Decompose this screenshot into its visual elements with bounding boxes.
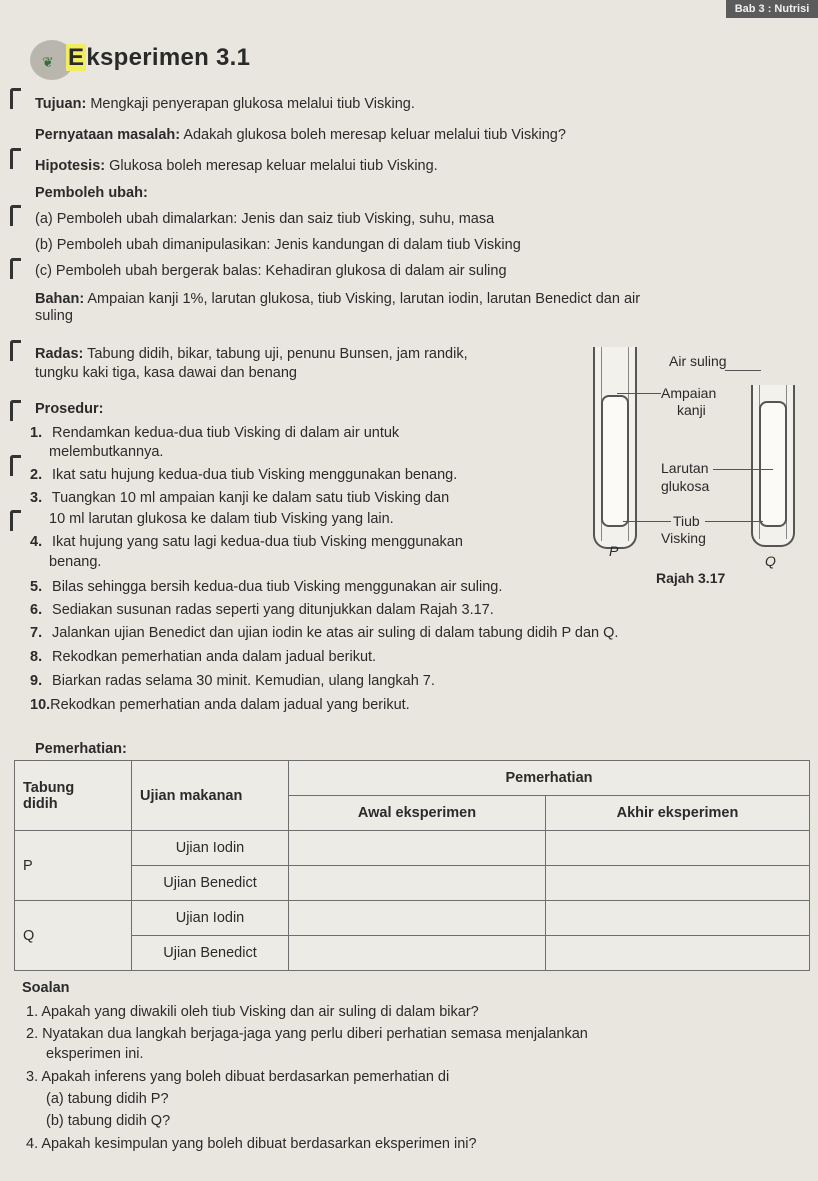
cell-ujian: Ujian Iodin [132, 901, 289, 936]
procedure-step: 6. Sediakan susunan radas seperti yang ditunjukkan dalam Rajah 3.17. [30, 602, 494, 618]
header-akhir-eksperimen: Akhir eksperimen [546, 796, 810, 831]
procedure-step: 7. Jalankan ujian Benedict dan ujian iodin ke atas air suling di dalam tabung didih P dan Q. [30, 625, 619, 641]
cell-akhir[interactable] [546, 936, 810, 971]
leaf-icon: ❦ [42, 54, 54, 70]
binding-mark [10, 455, 21, 476]
pointer-line [623, 521, 671, 522]
question-2-cont: eksperimen ini. [46, 1046, 144, 1062]
table-row [15, 936, 810, 971]
binding-mark [10, 400, 21, 421]
cell-ujian: Ujian Iodin [132, 831, 289, 866]
binding-mark [10, 88, 21, 109]
header-pemerhatian: Pemerhatian [289, 761, 810, 796]
procedure-step: 8. Rekodkan pemerhatian anda dalam jadual berikut. [30, 649, 377, 665]
pemerhatian-heading: Pemerhatian: [35, 741, 127, 757]
label-glukosa: glukosa [661, 478, 710, 494]
binding-mark [10, 340, 21, 361]
pemboleh-ubah-b: (b) Pemboleh ubah dimanipulasikan: Jenis kandungan di dalam tiub Visking [35, 237, 521, 253]
apparatus-diagram [583, 345, 808, 595]
cell-akhir[interactable] [546, 901, 810, 936]
header-tabung-didih: Tabung didih [15, 761, 132, 831]
procedure-step-cont: benang. [49, 554, 102, 570]
radas: Radas: Tabung didih, bikar, tabung uji, penunu Bunsen, jam randik, [35, 346, 468, 362]
table-row [15, 901, 810, 936]
cell-ujian: Ujian Benedict [132, 936, 289, 971]
question-1: 1. Apakah yang diwakili oleh tiub Visking dan air suling di dalam bikar? [26, 1004, 479, 1020]
soalan-heading: Soalan [22, 980, 70, 996]
chapter-tag: Bab 3 : Nutrisi [726, 0, 818, 18]
visking-tube-q [759, 401, 787, 527]
pointer-line [705, 521, 763, 522]
binding-mark [10, 510, 21, 531]
radas-cont: tungku kaki tiga, kasa dawai dan benang [35, 365, 297, 381]
visking-tube-p [601, 395, 629, 527]
binding-mark [10, 148, 21, 169]
procedure-step-cont: melembutkannya. [49, 444, 164, 460]
pemboleh-ubah-heading: Pemboleh ubah: [35, 185, 148, 201]
label-air-suling: Air suling [669, 353, 727, 369]
question-4: 4. Apakah kesimpulan yang boleh dibuat berdasarkan eksperimen ini? [26, 1136, 477, 1152]
prosedur-heading: Prosedur: [35, 401, 104, 417]
label-p: P [609, 543, 619, 559]
cell-akhir[interactable] [546, 831, 810, 866]
label-ampaian: Ampaian [661, 385, 717, 401]
observation-table [14, 760, 810, 971]
title-prefix: E [68, 44, 85, 71]
bahan-cont: suling [35, 308, 73, 324]
question-2: 2. Nyatakan dua langkah berjaga-jaga yang perlu diberi perhatian semasa menjalankan [26, 1026, 588, 1042]
binding-mark [10, 258, 21, 279]
title-rest: ksperimen 3.1 [86, 44, 251, 71]
figure-caption: Rajah 3.17 [656, 570, 726, 586]
procedure-step-cont: 10 ml larutan glukosa ke dalam tiub Visking yang lain. [49, 511, 394, 527]
binding-mark [10, 205, 21, 226]
question-3: 3. Apakah inferens yang boleh dibuat berdasarkan pemerhatian di [26, 1069, 450, 1085]
cell-awal[interactable] [289, 901, 546, 936]
pemboleh-ubah-a: (a) Pemboleh ubah dimalarkan: Jenis dan saiz tiub Visking, suhu, masa [35, 211, 495, 227]
cell-tabung-p: P [15, 831, 132, 901]
procedure-step: 2. Ikat satu hujung kedua-dua tiub Visking menggunakan benang. [30, 467, 458, 483]
table-row [15, 831, 810, 866]
cell-awal[interactable] [289, 936, 546, 971]
cell-akhir[interactable] [546, 866, 810, 901]
question-3b: (b) tabung didih Q? [46, 1113, 171, 1129]
procedure-step: 5. Bilas sehingga bersih kedua-dua tiub Visking menggunakan air suling. [30, 579, 503, 595]
hipotesis: Hipotesis: Glukosa boleh meresap keluar melalui tiub Visking. [35, 158, 438, 174]
cell-awal[interactable] [289, 866, 546, 901]
procedure-step: 10.Rekodkan pemerhatian anda dalam jadual yang berikut. [30, 697, 410, 713]
label-q: Q [765, 553, 776, 569]
pemboleh-ubah-c: (c) Pemboleh ubah bergerak balas: Kehadiran glukosa di dalam air suling [35, 263, 507, 279]
cell-tabung-q: Q [15, 901, 132, 971]
cell-awal[interactable] [289, 831, 546, 866]
procedure-step: 3. Tuangkan 10 ml ampaian kanji ke dalam satu tiub Visking dan [30, 490, 450, 506]
label-kanji: kanji [677, 402, 706, 418]
procedure-step: 4. Ikat hujung yang satu lagi kedua-dua tiub Visking menggunakan [30, 534, 463, 550]
label-larutan: Larutan [661, 460, 709, 476]
tujuan: Tujuan: Mengkaji penyerapan glukosa melalui tiub Visking. [35, 96, 415, 112]
header-awal-eksperimen: Awal eksperimen [289, 796, 546, 831]
pointer-line [617, 393, 661, 394]
pernyataan-masalah: Pernyataan masalah: Adakah glukosa boleh meresap keluar melalui tiub Visking? [35, 127, 566, 143]
header-ujian-makanan: Ujian makanan [132, 761, 289, 831]
label-visking: Visking [661, 530, 706, 546]
question-3a: (a) tabung didih P? [46, 1091, 169, 1107]
procedure-step: 9. Biarkan radas selama 30 minit. Kemudian, ulang langkah 7. [30, 673, 435, 689]
cell-ujian: Ujian Benedict [132, 866, 289, 901]
bahan: Bahan: Ampaian kanji 1%, larutan glukosa, tiub Visking, larutan iodin, larutan Benedict dan air [35, 291, 641, 307]
label-tiub: Tiub [673, 513, 700, 529]
table-row [15, 866, 810, 901]
procedure-step: 1. Rendamkan kedua-dua tiub Visking di dalam air untuk [30, 425, 400, 441]
pointer-line [725, 370, 761, 371]
pointer-line [713, 469, 773, 470]
